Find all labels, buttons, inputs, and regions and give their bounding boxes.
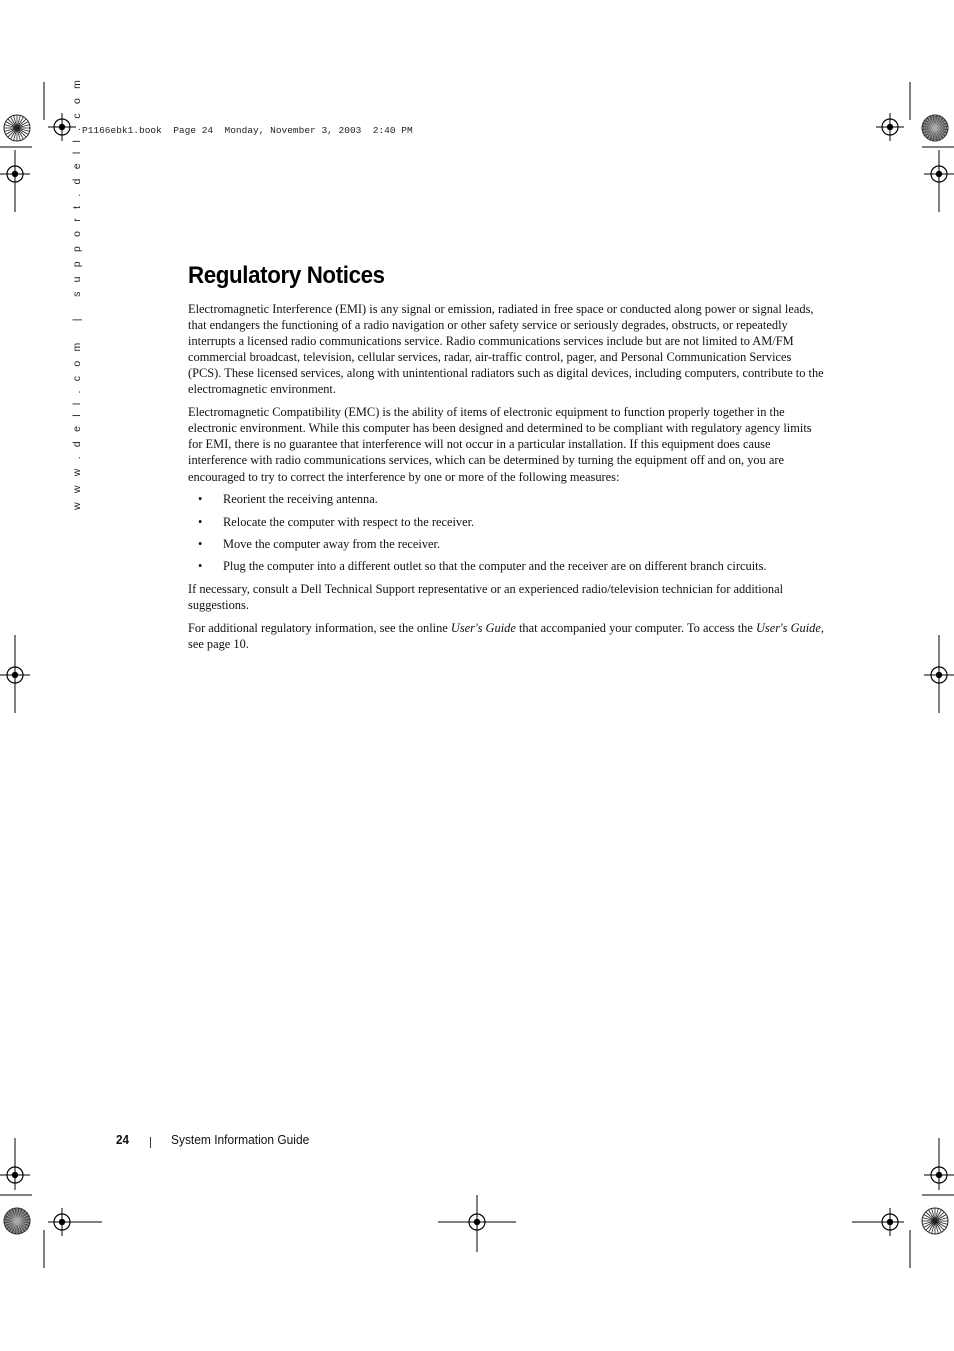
body-content [188,301,824,658]
measures-list [188,491,824,574]
printer-info-line: P1166ebk1.book Page 24 Monday, November 3, 2003 2:40 PM [82,125,413,136]
users-guide-reference: User's Guide [450,620,516,635]
side-url-text: w w w . d e l l . c o m | s u p p o r t . d e l l . c o m [71,76,83,510]
page-number: 24 [116,1132,130,1147]
paragraph-support: If necessary, consult a Dell Technical Support representative or an experienced radio/television technician for additional suggestions. [188,581,784,612]
bullet-icon: • [198,559,203,574]
starburst-icon [4,115,30,141]
registration-target-icon [48,1208,76,1236]
page-title: Regulatory Notices [188,262,385,289]
list-item: • Relocate the computer with respect to the receiver. [198,514,475,529]
list-item: • Plug the computer into a different outlet so that the computer and the receiver are on different branch circuits. [198,559,767,574]
registration-target-icon [876,1208,904,1236]
paragraph-emi: Electromagnetic Interference (EMI) is any signal or emission, radiated in free space or conducted along power or signal leads, that endangers the functioning of a radio navigation or other safety service or seriously degrades, obstructs, or repeatedly interrupts a licensed radio communications service. Radio communications services include but are not limited to AM/FM commercial broadcast, television, cellular services, radar, air-traffic control, pager, and Personal Communication Services (PCS). These licensed services, along with unintentional radiators such as digital devices, including computers, contribute to the electromagnetic environment. [188,302,824,397]
paragraph-users-guide: For additional regulatory information, see the online User's Guide that accompanied your computer. To access the User's Guide, see page 10. [188,620,824,651]
guide-title: System Information Guide [171,1132,310,1147]
bullet-icon: • [198,492,203,507]
list-item: • Move the computer away from the receiver. [198,536,441,551]
bullet-icon: • [198,514,203,529]
starburst-icon [4,1208,30,1234]
registration-target-icon [876,113,904,141]
starburst-icon [922,1208,948,1234]
paragraph-emc: Electromagnetic Compatibility (EMC) is the ability of items of electronic equipment to function properly together in the electronic environment. While this computer has been designed and determined to be compliant with regulatory agency limits for EMI, there is no guarantee that interference will not occur in a particular installation. If this equipment does cause interference with radio communications services, which can be determined by turning the equipment off and on, you are encouraged to try to correct the interference by one or more of the following measures: [188,405,812,484]
users-guide-reference: User's Guide [755,620,821,635]
list-item: • Reorient the receiving antenna. [198,492,378,507]
footer-divider [150,1137,151,1148]
bullet-icon: • [198,536,203,551]
starburst-icon [922,115,948,141]
registration-target-icon [463,1208,491,1236]
